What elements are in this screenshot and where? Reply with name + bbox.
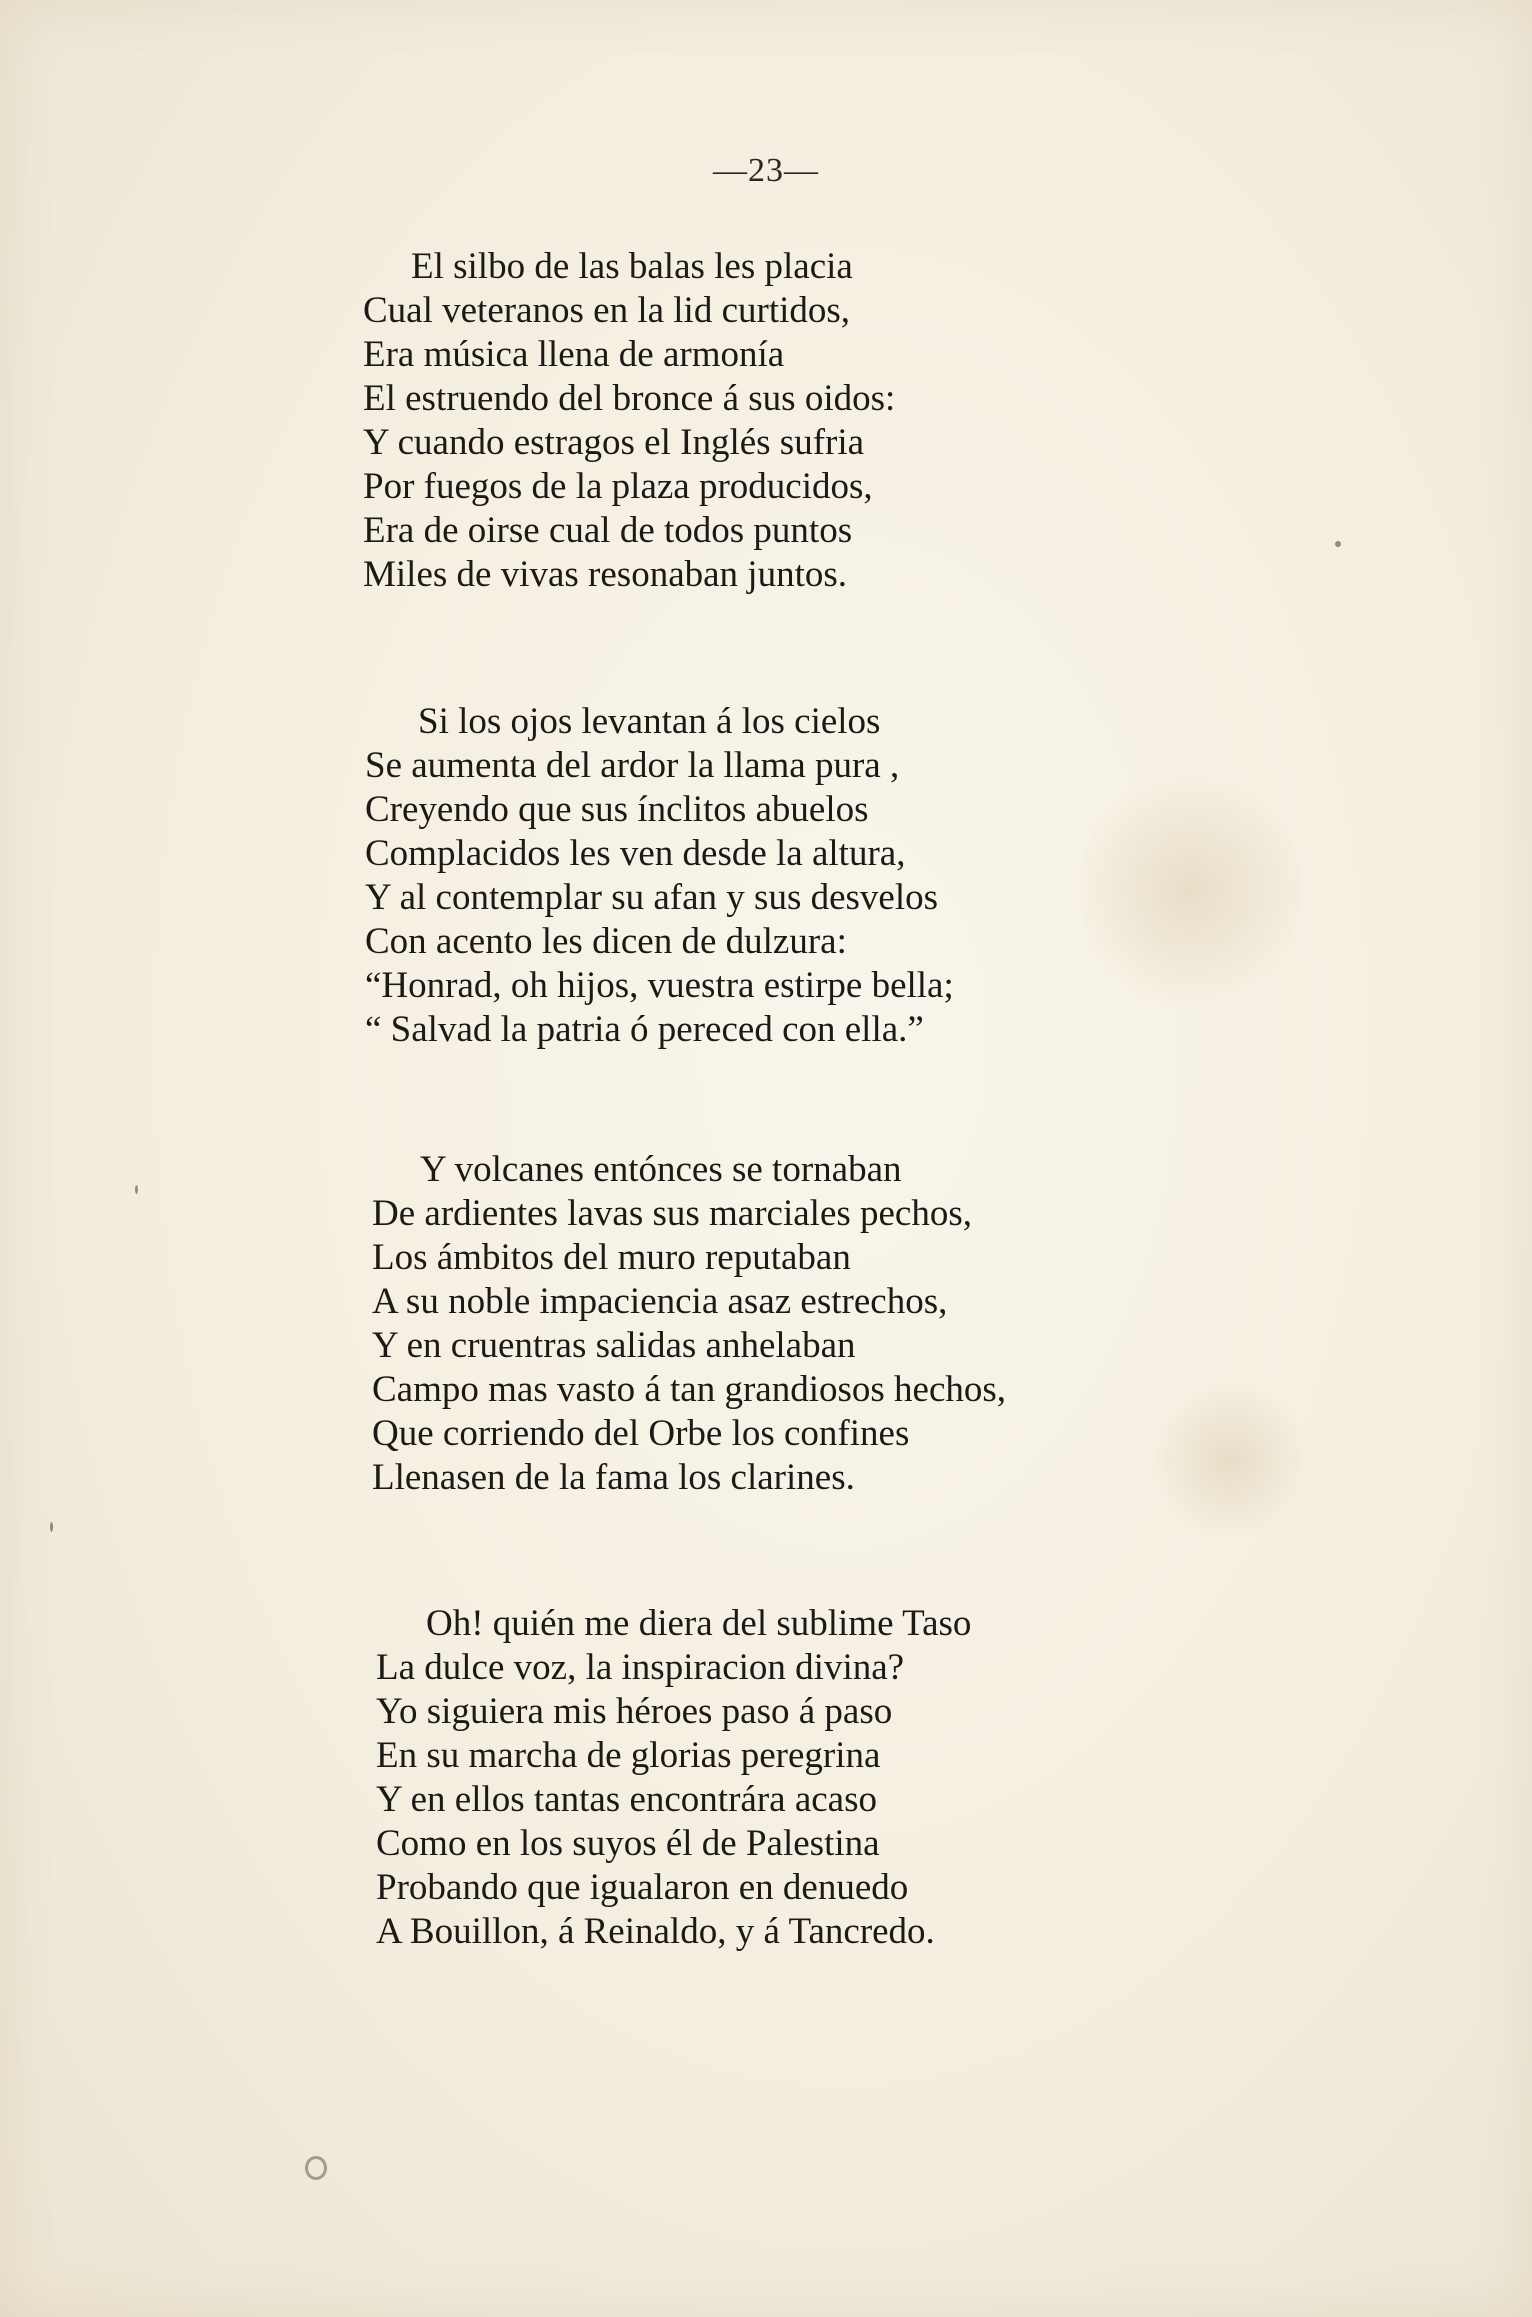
verse-line: Era de oirse cual de todos puntos: [363, 510, 853, 551]
poem-stanza: [365, 700, 954, 1052]
verse-line: Como en los suyos él de Palestina: [376, 1823, 880, 1864]
verse-line: “Honrad, oh hijos, vuestra estirpe bella;: [365, 965, 954, 1006]
verse-line: “ Salvad la patria ó pereced con ella.”: [365, 1009, 924, 1050]
poem-stanza: [363, 245, 895, 597]
verse-line: Y en ellos tantas encontrára acaso: [376, 1779, 877, 1820]
ink-speck: [1335, 541, 1341, 547]
verse-line: Llenasen de la fama los clarines.: [372, 1457, 855, 1498]
ink-speck: [50, 1522, 53, 1532]
verse-line: Oh! quién me diera del sublime Taso: [426, 1603, 972, 1644]
paper-stain: [1080, 760, 1300, 1020]
paper-stain: [1150, 1380, 1310, 1540]
verse-line: El silbo de las balas les placia: [411, 246, 853, 287]
verse-line: De ardientes lavas sus marciales pechos,: [372, 1193, 973, 1234]
page-number: —23—: [713, 152, 819, 189]
verse-line: Si los ojos levantan á los cielos: [418, 701, 881, 742]
verse-line: Probando que igualaron en denuedo: [376, 1867, 909, 1908]
verse-line: Era música llena de armonía: [363, 334, 785, 375]
verse-line: A Bouillon, á Reinaldo, y á Tancredo.: [376, 1911, 935, 1952]
verse-line: Se aumenta del ardor la llama pura ,: [365, 745, 900, 786]
verse-line: Con acento les dicen de dulzura:: [365, 921, 847, 962]
verse-line: Campo mas vasto á tan grandiosos hechos,: [372, 1369, 1007, 1410]
verse-line: Y en cruentras salidas anhelaban: [372, 1325, 856, 1366]
verse-line: En su marcha de glorias peregrina: [376, 1735, 881, 1776]
poem-stanza: [376, 1602, 971, 1954]
verse-line: A su noble impaciencia asaz estrechos,: [372, 1281, 948, 1322]
ink-speck: [305, 2156, 327, 2180]
verse-line: La dulce voz, la inspiracion divina?: [376, 1647, 905, 1688]
ink-speck: [135, 1185, 138, 1194]
verse-line: Los ámbitos del muro reputaban: [372, 1237, 851, 1278]
verse-line: Creyendo que sus ínclitos abuelos: [365, 789, 869, 830]
verse-line: Y cuando estragos el Inglés sufria: [363, 422, 865, 463]
verse-line: El estruendo del bronce á sus oidos:: [363, 378, 896, 419]
verse-line: Complacidos les ven desde la altura,: [365, 833, 906, 874]
verse-line: Cual veteranos en la lid curtidos,: [363, 290, 851, 331]
verse-line: Por fuegos de la plaza producidos,: [363, 466, 873, 507]
verse-line: Miles de vivas resonaban juntos.: [363, 554, 847, 595]
verse-line: Y al contemplar su afan y sus desvelos: [365, 877, 939, 918]
verse-line: Yo siguiera mis héroes paso á paso: [376, 1691, 893, 1732]
poem-stanza: [372, 1148, 1006, 1500]
verse-line: Que corriendo del Orbe los confines: [372, 1413, 910, 1454]
verse-line: Y volcanes entónces se tornaban: [420, 1149, 902, 1190]
